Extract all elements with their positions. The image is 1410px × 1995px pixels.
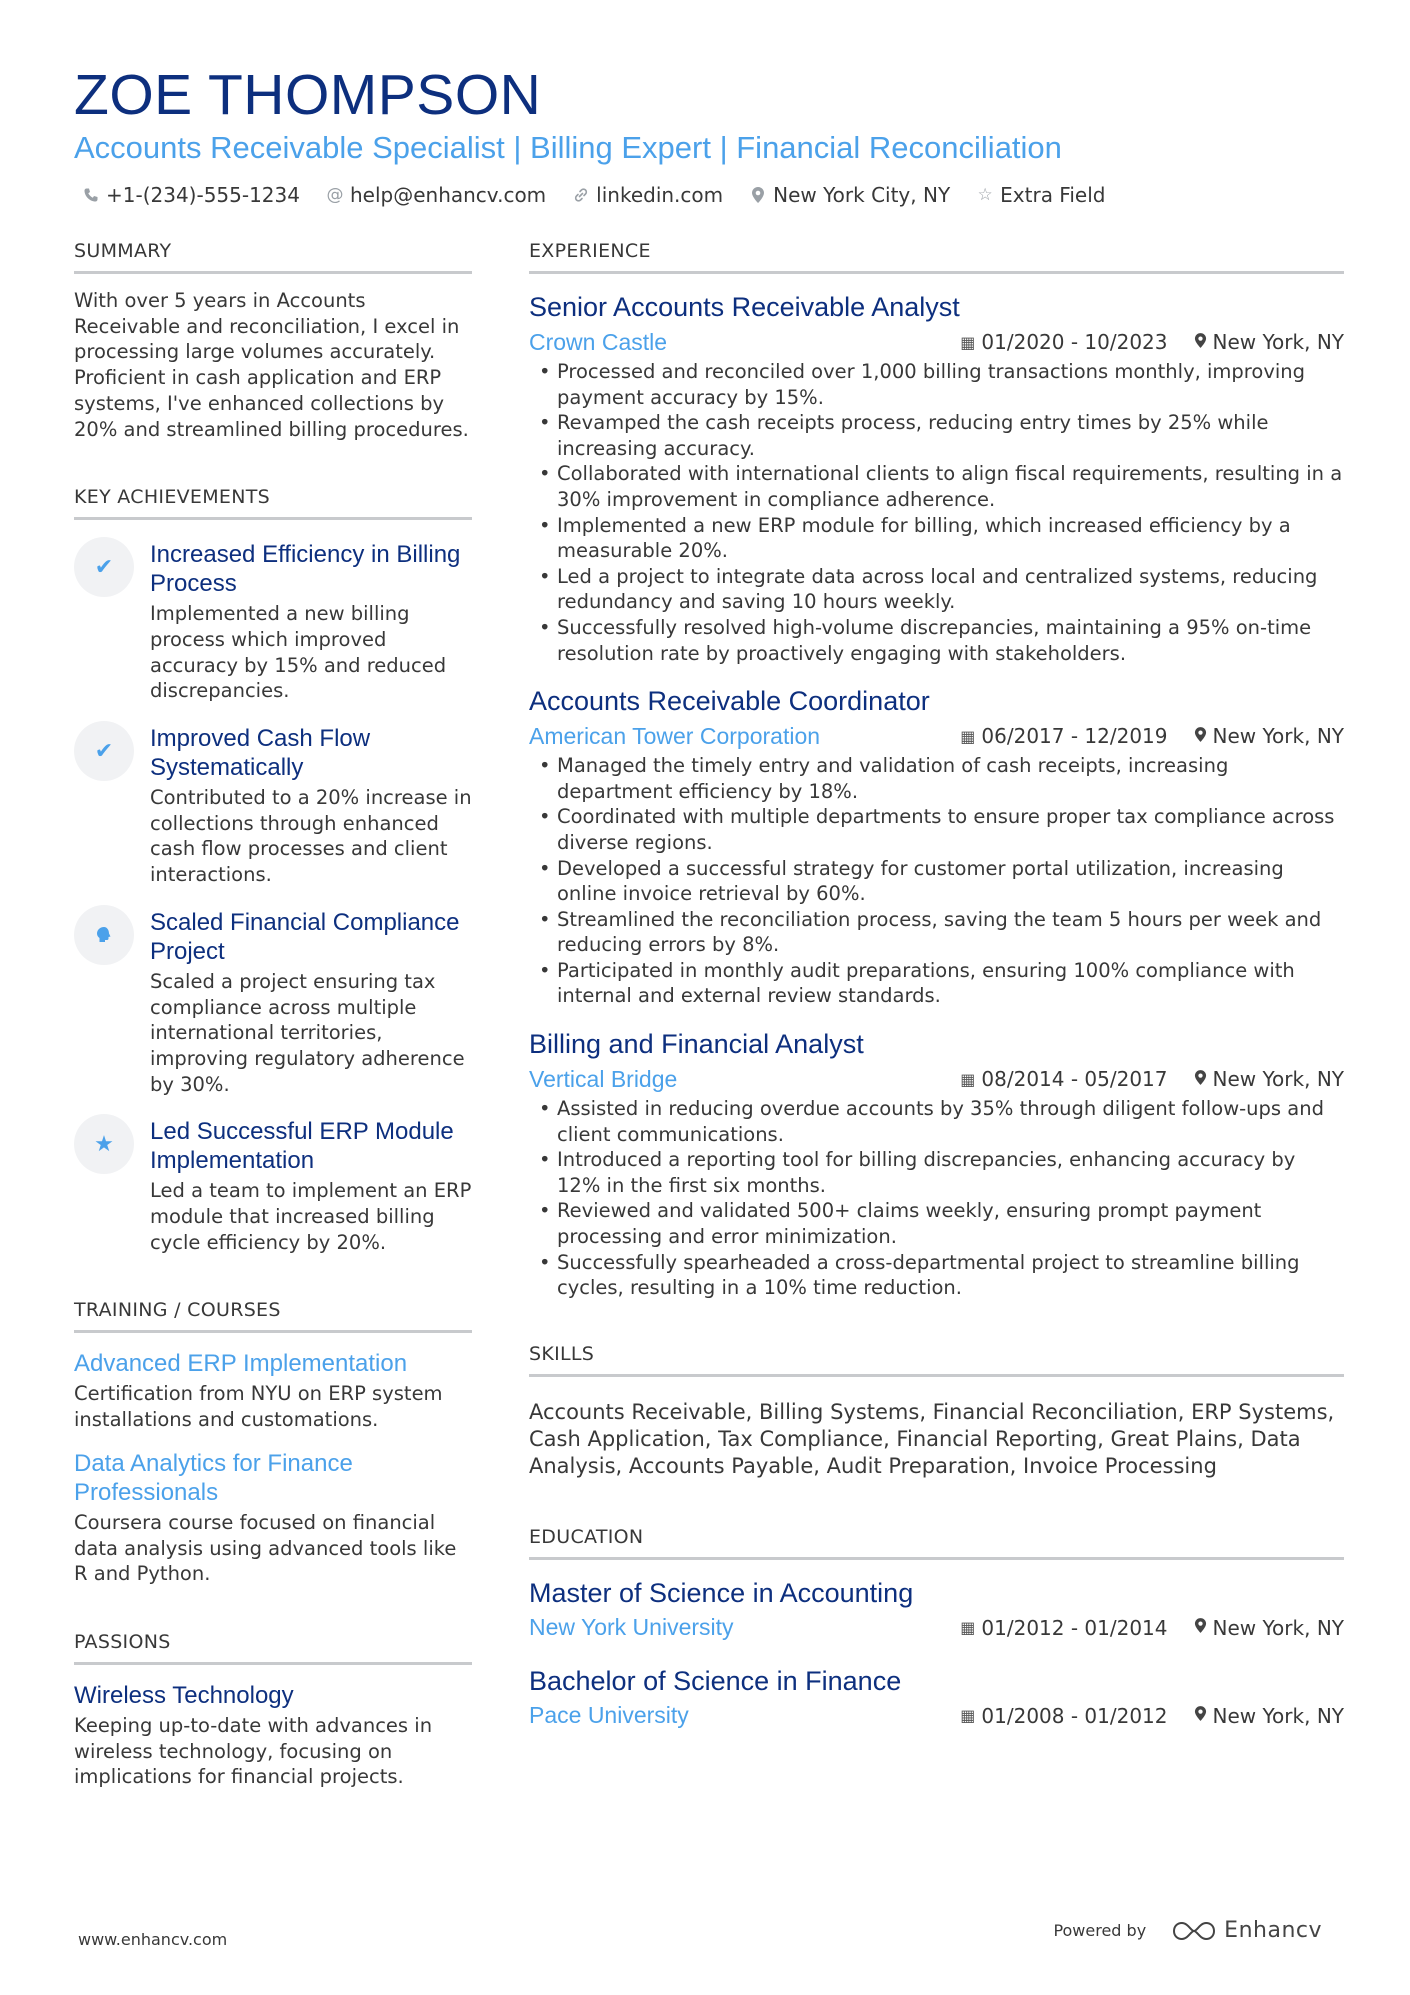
education-meta xyxy=(529,1612,1344,1644)
education-title: EDUCATION xyxy=(529,1522,1344,1560)
list-item: • Processed and reconciled over 1,000 billing transactions monthly, improving payment accuracy by 15%. xyxy=(529,359,1344,410)
job-meta xyxy=(529,326,1344,358)
list-item: • Led a project to integrate data across local and centralized systems, reducing redundancy and saving 10 hours weekly. xyxy=(529,564,1344,615)
achievement-title: Increased Efficiency in Billing Process xyxy=(150,541,461,598)
contact-row xyxy=(74,180,1344,210)
enhancv-logo-icon xyxy=(1172,1920,1216,1942)
location-icon xyxy=(1194,1069,1207,1090)
at-icon: @ xyxy=(326,185,344,205)
list-item: • Implemented a new ERP module for billing, which increased efficiency by a measurable 20%. xyxy=(529,513,1344,564)
achievement-title: Scaled Financial Compliance Project xyxy=(150,908,460,965)
list-item: • Managed the timely entry and validation of cash receipts, increasing department efficiency by 18%. xyxy=(529,753,1344,804)
location-icon xyxy=(1194,726,1207,747)
achievement-item xyxy=(74,540,472,704)
job-location: New York, NY xyxy=(1212,1067,1344,1092)
job-entry xyxy=(529,290,1344,666)
star-icon: ☆ xyxy=(977,185,993,205)
list-item: • Participated in monthly audit preparations, ensuring 100% compliance with internal and external review standards. xyxy=(529,958,1344,1009)
achievement-item xyxy=(74,908,472,1098)
candidate-headline: Accounts Receivable Specialist | Billing Expert | Financial Reconciliation xyxy=(74,130,1062,165)
list-item: • Successfully resolved high-volume discrepancies, maintaining a 95% on-time resolution rate by proactively engaging with stakeholders. xyxy=(529,615,1344,666)
achievement-item xyxy=(74,1117,472,1255)
course-desc: Coursera course focused on financial data analysis using advanced tools like R and Python. xyxy=(74,1510,457,1586)
course-title: Advanced ERP Implementation xyxy=(74,1350,408,1378)
summary-section xyxy=(74,236,472,442)
contact-email-text: help@enhancv.com xyxy=(349,183,547,207)
calendar-icon: ▦ xyxy=(960,332,976,352)
calendar-icon: ▦ xyxy=(960,1069,976,1089)
contact-extra xyxy=(976,183,1105,207)
skills-section xyxy=(529,1339,1344,1480)
job-title: Accounts Receivable Coordinator xyxy=(529,686,930,717)
education-degree: Bachelor of Science in Finance xyxy=(529,1665,902,1696)
list-item: • Successfully spearheaded a cross-departmental project to streamline billing cycles, resulting in a 10% time reduction. xyxy=(529,1250,1344,1301)
education-dates: 01/2012 - 01/2014 xyxy=(981,1615,1168,1640)
education-location: New York, NY xyxy=(1212,1615,1344,1640)
resume-header xyxy=(74,62,1344,210)
job-dates: 08/2014 - 05/2017 xyxy=(981,1067,1168,1092)
achievements-section xyxy=(74,482,472,1255)
achievement-title: Led Successful ERP Module Implementation xyxy=(150,1118,454,1175)
job-company: American Tower Corporation xyxy=(529,722,821,749)
course-item xyxy=(74,1449,472,1587)
achievement-item xyxy=(74,724,472,888)
job-location: New York, NY xyxy=(1212,330,1344,354)
job-title: Senior Accounts Receivable Analyst xyxy=(529,292,960,322)
skills-text: Accounts Receivable, Billing Systems, Financial Reconciliation, ERP Systems, Cash Application, Tax Compliance, Financial Reporting, Great Plains, Data Analysis, Accounts Payable, Audit Preparation, Invoice Processing xyxy=(529,1399,1335,1478)
enhancv-logo[interactable] xyxy=(1172,1918,1322,1943)
course-desc: Certification from NYU on ERP system installations and customations. xyxy=(74,1382,443,1432)
experience-section xyxy=(529,236,1344,1301)
achievement-title: Improved Cash Flow Systematically xyxy=(150,725,371,782)
contact-linkedin-text: linkedin.com xyxy=(596,183,724,207)
right-column xyxy=(529,236,1344,1772)
link-icon xyxy=(572,187,590,203)
calendar-icon: ▦ xyxy=(960,726,976,746)
left-column xyxy=(74,236,472,1830)
brain-icon xyxy=(74,905,134,965)
job-entry xyxy=(529,684,1344,1009)
passion-title: Wireless Technology xyxy=(74,1681,294,1709)
training-title: TRAINING / COURSES xyxy=(74,1295,472,1333)
passion-desc: Keeping up-to-date with advances in wireless technology, focusing on implications for financial projects. xyxy=(74,1713,433,1789)
course-item xyxy=(74,1349,472,1432)
list-item: • Streamlined the reconciliation process, saving the team 5 hours per week and reducing errors by 8%. xyxy=(529,907,1344,958)
education-degree: Master of Science in Accounting xyxy=(529,1577,914,1608)
phone-icon xyxy=(82,187,100,203)
list-item: • Assisted in reducing overdue accounts by 35% through diligent follow-ups and client communications. xyxy=(529,1096,1344,1147)
contact-phone-text: +1-(234)-555-1234 xyxy=(106,183,300,207)
footer-branding xyxy=(1053,1918,1322,1943)
job-location: New York, NY xyxy=(1212,724,1344,749)
calendar-icon: ▦ xyxy=(960,1706,976,1726)
brand-name: Enhancv xyxy=(1224,1918,1322,1943)
job-dates: 01/2020 - 10/2023 xyxy=(981,330,1168,354)
job-bullets xyxy=(529,1096,1344,1301)
education-meta xyxy=(529,1700,1344,1732)
education-entry xyxy=(529,1576,1344,1644)
passions-title: PASSIONS xyxy=(74,1627,472,1665)
job-meta xyxy=(529,1063,1344,1095)
achievements-title: KEY ACHIEVEMENTS xyxy=(74,482,472,520)
achievement-desc: Contributed to a 20% increase in collections through enhanced cash flow processes and client interactions. xyxy=(150,786,472,887)
list-item: • Reviewed and validated 500+ claims weekly, ensuring prompt payment processing and error minimization. xyxy=(529,1198,1344,1249)
contact-email[interactable] xyxy=(326,183,546,207)
training-section xyxy=(74,1295,472,1587)
location-icon xyxy=(749,186,767,204)
location-icon xyxy=(1194,332,1207,353)
achievement-desc: Led a team to implement an ERP module that increased billing cycle efficiency by 20%. xyxy=(150,1179,472,1254)
skills-title: SKILLS xyxy=(529,1339,1344,1377)
contact-location-text: New York City, NY xyxy=(773,183,951,207)
contact-extra-text: Extra Field xyxy=(1000,183,1106,207)
job-dates: 06/2017 - 12/2019 xyxy=(981,724,1168,749)
summary-title: SUMMARY xyxy=(74,236,472,274)
course-title: Data Analytics for Finance Professionals xyxy=(74,1449,353,1506)
job-company: Vertical Bridge xyxy=(529,1065,678,1092)
education-dates: 01/2008 - 01/2012 xyxy=(981,1703,1168,1728)
education-school: New York University xyxy=(529,1614,734,1641)
contact-linkedin[interactable] xyxy=(572,183,723,207)
powered-by-text: Powered by xyxy=(1053,1921,1147,1940)
education-school: Pace University xyxy=(529,1702,689,1729)
job-meta xyxy=(529,720,1344,752)
experience-title: EXPERIENCE xyxy=(529,236,1344,274)
list-item: • Collaborated with international clients to align fiscal requirements, resulting in a 30% improvement in compliance adherence. xyxy=(529,461,1344,512)
education-entry xyxy=(529,1664,1344,1732)
education-section xyxy=(529,1522,1344,1732)
job-entry xyxy=(529,1027,1344,1301)
job-company: Crown Castle xyxy=(529,328,668,355)
achievement-desc: Implemented a new billing process which improved accuracy by 15% and reduced discrepancies. xyxy=(150,602,447,703)
footer-website[interactable]: www.enhancv.com xyxy=(78,1930,228,1949)
calendar-icon: ▦ xyxy=(960,1618,976,1638)
job-bullets xyxy=(529,753,1344,1009)
achievement-desc: Scaled a project ensuring tax compliance across multiple international territories, improving regulatory adherence by 30%. xyxy=(150,969,465,1096)
location-icon xyxy=(1194,1617,1207,1638)
contact-phone[interactable] xyxy=(82,183,300,207)
check-icon: ✔ xyxy=(74,721,134,781)
contact-location xyxy=(749,183,950,207)
job-bullets xyxy=(529,359,1344,666)
star-icon: ★ xyxy=(74,1114,134,1174)
summary-text: With over 5 years in Accounts Receivable and reconciliation, I excel in processing large volumes accurately. Proficient in cash application and ERP systems, I've enhanced collections by 20% and streamlined billing procedures. xyxy=(74,289,469,441)
check-icon: ✔ xyxy=(74,537,134,597)
list-item: • Coordinated with multiple departments to ensure proper tax compliance across diverse regions. xyxy=(529,804,1344,855)
passions-section xyxy=(74,1627,472,1790)
education-location: New York, NY xyxy=(1212,1703,1344,1728)
list-item: • Developed a successful strategy for customer portal utilization, increasing online invoice retrieval by 60%. xyxy=(529,856,1344,907)
list-item: • Introduced a reporting tool for billing discrepancies, enhancing accuracy by 12% in the first six months. xyxy=(529,1147,1344,1198)
candidate-name: ZOE THOMPSON xyxy=(74,63,542,127)
list-item: • Revamped the cash receipts process, reducing entry times by 25% while increasing accuracy. xyxy=(529,410,1344,461)
job-title: Billing and Financial Analyst xyxy=(529,1029,864,1060)
location-icon xyxy=(1194,1705,1207,1726)
